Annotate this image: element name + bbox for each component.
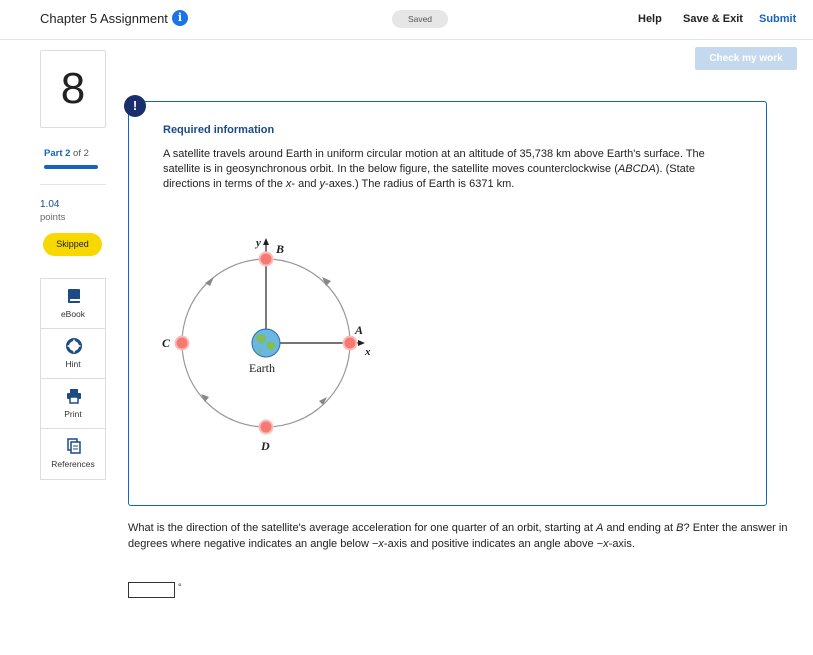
points-value: 1.04 (40, 199, 60, 210)
submit-link[interactable]: Submit (759, 13, 797, 25)
references-button[interactable] (41, 429, 105, 479)
label-earth: Earth (249, 361, 275, 375)
text-em: ABCDA (617, 163, 656, 175)
label-b: B (276, 242, 285, 256)
required-info-title: Required information (163, 124, 275, 136)
part-word: Part 2 (44, 148, 71, 159)
lifebuoy-icon (66, 338, 82, 354)
text-em: y (319, 178, 326, 190)
text-part: ? Enter the answer in degrees where negative indicates an angle below − (128, 522, 788, 550)
required-info-text (163, 147, 738, 192)
text-em: x (603, 538, 609, 550)
orbit-arrow (319, 397, 327, 405)
alert-icon: ! (124, 95, 146, 117)
label-d: D (261, 439, 270, 453)
save-exit-link[interactable]: Save & Exit (683, 13, 743, 25)
satellite-b (260, 253, 273, 266)
text-em: x (378, 538, 384, 550)
text-part: -axes.) The radius of Earth is 6371 km. (325, 178, 515, 190)
skipped-status-badge: Skipped (43, 233, 102, 256)
question-text (128, 520, 808, 552)
points-label: points (40, 212, 66, 223)
text-em: B (676, 522, 684, 534)
part-indicator (44, 148, 89, 159)
divider (40, 184, 106, 185)
satellite-c (176, 337, 189, 350)
book-icon (66, 288, 82, 304)
saved-status-badge: Saved (392, 10, 448, 28)
text-part: and ending at (603, 522, 677, 534)
text-part: -axis. (608, 538, 635, 550)
assignment-title: Chapter 5 Assignment (40, 11, 168, 26)
text-part: - and (291, 178, 320, 190)
label-c: C (162, 336, 171, 350)
top-header (0, 0, 813, 40)
label-a: A (355, 323, 364, 337)
hint-label: Hint (65, 359, 81, 369)
label-y: y (256, 237, 261, 249)
help-link[interactable]: Help (638, 13, 662, 25)
question-number: 8 (40, 50, 106, 128)
text-part: A satellite travels around Earth in uniform circular motion at an altitude of 35,738 km above Earth's surface. The satellite is in geosynchronous orbit. In the below figure, the satellite moves counterclockwise ( (163, 148, 705, 175)
check-my-work-button[interactable]: Check my work (695, 47, 797, 70)
documents-icon (66, 438, 82, 454)
references-label: References (51, 459, 95, 469)
printer-icon (66, 388, 82, 404)
label-x: x (365, 346, 371, 358)
text-part: -axis and positive indicates an angle above − (383, 538, 604, 550)
text-part: What is the direction of the satellite's average acceleration for one quarter of an orbit, starting at (128, 522, 597, 534)
degree-unit: ° (178, 582, 182, 592)
earth-globe (252, 329, 280, 357)
ebook-label: eBook (60, 309, 86, 319)
tools-panel (40, 278, 106, 480)
hint-button[interactable] (41, 329, 105, 379)
y-axis-arrow (263, 238, 269, 245)
orbit-figure (159, 230, 389, 460)
part-of: of 2 (70, 148, 89, 159)
satellite-d (260, 421, 273, 434)
info-icon[interactable]: i (172, 10, 188, 26)
ebook-button[interactable] (41, 279, 105, 329)
text-em: x (285, 178, 292, 190)
required-information-panel (128, 101, 767, 506)
satellite-a (344, 337, 357, 350)
part-progress-bar (44, 165, 98, 169)
text-part: ). (State directions in terms of the (163, 163, 695, 190)
print-button[interactable] (41, 379, 105, 429)
print-label: Print (64, 409, 82, 419)
answer-input[interactable] (128, 582, 175, 598)
text-em: A (596, 522, 604, 534)
x-axis-arrow (358, 340, 365, 346)
